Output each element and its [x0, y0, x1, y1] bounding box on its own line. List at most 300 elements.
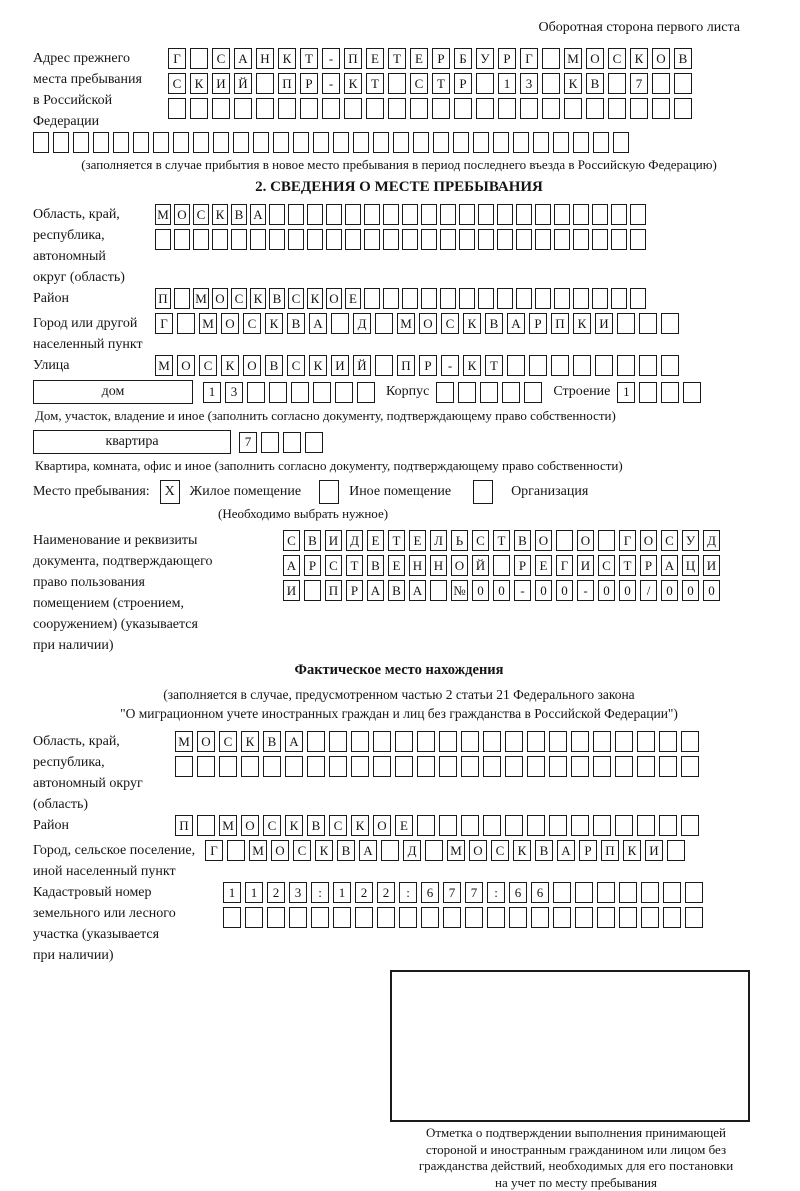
prev-address-row-1: [168, 48, 765, 69]
fact-gorod-label-line: иной населенный пункт: [33, 861, 205, 882]
char-box: [307, 204, 323, 225]
char-box: [351, 756, 369, 777]
char-box: [313, 132, 329, 153]
char-box: С: [410, 73, 428, 94]
char-box: [190, 98, 208, 119]
char-box: [685, 882, 703, 903]
char-box: Т: [346, 555, 363, 576]
char-box: П: [551, 313, 569, 334]
char-box: С: [199, 355, 217, 376]
char-box: В: [265, 355, 283, 376]
char-box: [554, 204, 570, 225]
char-box: Т: [300, 48, 318, 69]
char-box: Р: [432, 48, 450, 69]
char-box: И: [595, 313, 613, 334]
char-box: К: [278, 48, 296, 69]
char-box: [487, 907, 505, 928]
char-box: 0: [682, 580, 699, 601]
char-box: Е: [409, 530, 426, 551]
char-box: [493, 132, 509, 153]
kadastr-label-line: земельного или лесного: [33, 903, 223, 924]
char-box: [399, 907, 417, 928]
oblast-label: [33, 204, 155, 288]
char-box: [417, 731, 435, 752]
char-box: К: [250, 288, 266, 309]
stroenie-cells: [617, 382, 705, 403]
char-box: [453, 132, 469, 153]
char-box: 0: [703, 580, 720, 601]
char-box: С: [288, 288, 304, 309]
char-box: [304, 580, 321, 601]
char-box: [388, 98, 406, 119]
char-box: [383, 204, 399, 225]
char-box: [639, 382, 657, 403]
char-box: [608, 98, 626, 119]
char-box: К: [513, 840, 531, 861]
char-box: О: [326, 288, 342, 309]
char-box: 0: [661, 580, 678, 601]
char-box: [573, 355, 591, 376]
char-box: О: [373, 815, 391, 836]
checkbox-zhiloe: X: [160, 480, 180, 504]
char-box: [617, 355, 635, 376]
char-box: К: [307, 288, 323, 309]
char-box: [681, 815, 699, 836]
char-box: П: [397, 355, 415, 376]
char-box: [300, 98, 318, 119]
char-box: [617, 313, 635, 334]
char-box: К: [623, 840, 641, 861]
fact-note-line: "О миграционном учете иностранных граждан и лиц без гражданства в Российской Федерации"): [33, 704, 765, 723]
option-inoe-label: Иное помещение: [349, 484, 451, 500]
char-box: [197, 815, 215, 836]
document-row-1: [283, 530, 765, 551]
char-box: [269, 229, 285, 250]
char-box: [311, 907, 329, 928]
char-box: Р: [579, 840, 597, 861]
char-box: 3: [289, 882, 307, 903]
char-box: В: [269, 288, 285, 309]
char-box: [553, 882, 571, 903]
char-box: [364, 204, 380, 225]
char-box: [256, 98, 274, 119]
char-box: 1: [223, 882, 241, 903]
char-box: Р: [498, 48, 516, 69]
char-box: Р: [640, 555, 657, 576]
char-box: О: [243, 355, 261, 376]
char-box: В: [514, 530, 531, 551]
char-box: Е: [535, 555, 552, 576]
char-box: [611, 288, 627, 309]
oblast-label-line: округ (область): [33, 267, 155, 288]
char-box: 1: [203, 382, 221, 403]
char-box: М: [199, 313, 217, 334]
char-box: [476, 98, 494, 119]
char-box: Д: [703, 530, 720, 551]
char-box: [549, 731, 567, 752]
char-box: [193, 132, 209, 153]
char-box: П: [175, 815, 193, 836]
char-box: [353, 132, 369, 153]
raion-block: [33, 288, 765, 313]
char-box: О: [241, 815, 259, 836]
char-box: [593, 132, 609, 153]
raion-label: Район: [33, 288, 155, 309]
char-box: [432, 98, 450, 119]
char-box: М: [249, 840, 267, 861]
fact-raion-row: [175, 815, 765, 836]
char-box: [283, 432, 301, 453]
char-box: [575, 907, 593, 928]
char-box: Л: [430, 530, 447, 551]
char-box: [373, 731, 391, 752]
char-box: [253, 132, 269, 153]
char-box: П: [344, 48, 362, 69]
char-box: [549, 815, 567, 836]
char-box: О: [586, 48, 604, 69]
char-box: Г: [168, 48, 186, 69]
char-box: [553, 132, 569, 153]
char-box: [433, 132, 449, 153]
char-box: И: [577, 555, 594, 576]
char-box: И: [331, 355, 349, 376]
char-box: [430, 580, 447, 601]
char-box: С: [263, 815, 281, 836]
char-box: [564, 98, 582, 119]
fact-gorod-block: [33, 840, 765, 882]
document-row-2: [283, 555, 765, 576]
char-box: Й: [234, 73, 252, 94]
char-box: [267, 907, 285, 928]
char-box: [458, 382, 476, 403]
char-box: М: [193, 288, 209, 309]
char-box: [329, 756, 347, 777]
char-box: К: [315, 840, 333, 861]
char-box: [421, 229, 437, 250]
char-box: [395, 731, 413, 752]
char-box: [357, 382, 375, 403]
char-box: [443, 907, 461, 928]
prev-address-label-line: Федерации: [33, 111, 168, 132]
char-box: [608, 73, 626, 94]
char-box: К: [630, 48, 648, 69]
char-box: [307, 229, 323, 250]
char-box: С: [283, 530, 300, 551]
char-box: [571, 731, 589, 752]
char-box: [436, 382, 454, 403]
char-box: 7: [239, 432, 257, 453]
char-box: [573, 204, 589, 225]
char-box: [293, 132, 309, 153]
char-box: О: [197, 731, 215, 752]
char-box: К: [344, 73, 362, 94]
char-box: [630, 98, 648, 119]
char-box: [615, 815, 633, 836]
char-box: [269, 382, 287, 403]
char-box: :: [399, 882, 417, 903]
fact-notes: [33, 685, 765, 723]
char-box: Ц: [682, 555, 699, 576]
char-box: [615, 756, 633, 777]
back-side-title: Оборотная сторона первого листа: [33, 20, 765, 36]
char-box: [573, 229, 589, 250]
char-box: [439, 731, 457, 752]
char-box: В: [337, 840, 355, 861]
char-box: [421, 907, 439, 928]
char-box: В: [674, 48, 692, 69]
char-box: [592, 288, 608, 309]
prev-address-label-line: в Российской: [33, 90, 168, 111]
char-box: С: [231, 288, 247, 309]
char-box: [388, 73, 406, 94]
char-box: С: [491, 840, 509, 861]
char-box: [478, 229, 494, 250]
checkbox-organizatsiya: [473, 480, 493, 504]
char-box: [278, 98, 296, 119]
stamp-area: [390, 970, 762, 1191]
char-box: [417, 815, 435, 836]
char-box: [497, 229, 513, 250]
char-box: Д: [353, 313, 371, 334]
char-box: [461, 731, 479, 752]
char-box: [613, 132, 629, 153]
char-box: [549, 756, 567, 777]
char-box: [212, 229, 228, 250]
char-box: [575, 882, 593, 903]
dom-row: [33, 380, 765, 404]
prev-address-block: [33, 48, 765, 132]
char-box: [681, 756, 699, 777]
char-box: [527, 731, 545, 752]
section-2-title: 2. СВЕДЕНИЯ О МЕСТЕ ПРЕБЫВАНИЯ: [33, 179, 765, 196]
char-box: [483, 731, 501, 752]
char-box: -: [441, 355, 459, 376]
char-box: [667, 840, 685, 861]
char-box: И: [703, 555, 720, 576]
char-box: [542, 48, 560, 69]
korpus-cells: [436, 382, 546, 403]
option-zhiloe-label: Жилое помещение: [190, 484, 301, 500]
char-box: О: [577, 530, 594, 551]
char-box: К: [285, 815, 303, 836]
char-box: [493, 555, 510, 576]
char-box: А: [234, 48, 252, 69]
char-box: 2: [355, 882, 373, 903]
char-box: [483, 815, 501, 836]
document-label: [33, 530, 283, 656]
oblast-block: [33, 204, 765, 288]
char-box: [331, 313, 349, 334]
char-box: Р: [419, 355, 437, 376]
char-box: [333, 132, 349, 153]
char-box: Т: [619, 555, 636, 576]
fact-oblast-block: [33, 731, 765, 815]
char-box: [542, 73, 560, 94]
char-box: К: [221, 355, 239, 376]
char-box: К: [241, 731, 259, 752]
char-box: [573, 288, 589, 309]
char-box: [597, 907, 615, 928]
char-box: У: [682, 530, 699, 551]
char-box: Н: [256, 48, 274, 69]
char-box: О: [271, 840, 289, 861]
char-box: [509, 907, 527, 928]
char-box: [307, 731, 325, 752]
char-box: [630, 288, 646, 309]
char-box: [223, 907, 241, 928]
char-box: [421, 204, 437, 225]
char-box: Е: [366, 48, 384, 69]
char-box: 0: [556, 580, 573, 601]
char-box: [507, 355, 525, 376]
char-box: [592, 204, 608, 225]
mesto-note: (Необходимо выбрать нужное): [218, 506, 765, 522]
char-box: О: [419, 313, 437, 334]
char-box: С: [661, 530, 678, 551]
char-box: А: [557, 840, 575, 861]
char-box: Г: [520, 48, 538, 69]
fact-oblast-row-1: [175, 731, 765, 752]
char-box: 6: [531, 882, 549, 903]
char-box: [177, 313, 195, 334]
char-box: [402, 229, 418, 250]
char-box: [531, 907, 549, 928]
char-box: [245, 907, 263, 928]
char-box: [305, 432, 323, 453]
char-box: [674, 73, 692, 94]
char-box: [417, 756, 435, 777]
char-box: [502, 382, 520, 403]
char-box: [459, 288, 475, 309]
char-box: [553, 907, 571, 928]
stamp-caption-line: стороной и иностранным гражданином или лицом без: [390, 1142, 762, 1159]
char-box: [639, 313, 657, 334]
char-box: К: [190, 73, 208, 94]
char-box: [329, 731, 347, 752]
char-box: [344, 98, 362, 119]
char-box: [659, 731, 677, 752]
char-box: О: [174, 204, 190, 225]
fact-raion-label: Район: [33, 815, 175, 836]
char-box: [291, 382, 309, 403]
kadastr-label-line: участка (указывается: [33, 924, 223, 945]
char-box: [535, 229, 551, 250]
char-box: [307, 756, 325, 777]
char-box: №: [451, 580, 468, 601]
char-box: Д: [403, 840, 421, 861]
char-box: Г: [556, 555, 573, 576]
raion-row: [155, 288, 765, 309]
char-box: [153, 132, 169, 153]
char-box: [661, 382, 679, 403]
char-box: [498, 98, 516, 119]
char-box: [593, 756, 611, 777]
char-box: [231, 229, 247, 250]
ulitsa-block: [33, 355, 765, 380]
char-box: 7: [443, 882, 461, 903]
char-box: [551, 355, 569, 376]
fact-oblast-label-line: (область): [33, 794, 175, 815]
char-box: Й: [472, 555, 489, 576]
char-box: [402, 204, 418, 225]
char-box: 0: [472, 580, 489, 601]
stamp-caption-line: на учет по месту пребывания: [390, 1175, 762, 1191]
korpus-label: Корпус: [379, 384, 436, 400]
char-box: [247, 382, 265, 403]
prev-address-label: [33, 48, 168, 132]
char-box: 3: [225, 382, 243, 403]
char-box: [571, 756, 589, 777]
mesto-label: Место пребывания:: [33, 484, 150, 500]
char-box: [516, 204, 532, 225]
document-block: [33, 530, 765, 656]
char-box: [573, 132, 589, 153]
char-box: С: [212, 48, 230, 69]
char-box: И: [212, 73, 230, 94]
oblast-label-line: Область, край,: [33, 204, 155, 225]
char-box: [375, 313, 393, 334]
ulitsa-label: Улица: [33, 355, 155, 376]
char-box: [639, 355, 657, 376]
char-box: Е: [410, 48, 428, 69]
char-box: [366, 98, 384, 119]
char-box: [355, 907, 373, 928]
kadastr-label: [33, 882, 223, 966]
fact-note-line: (заполняется в случае, предусмотренном частью 2 статьи 21 Федерального закона: [33, 685, 765, 704]
char-box: -: [514, 580, 531, 601]
stamp-caption-line: Отметка о подтверждении выполнения принимающей: [390, 1125, 762, 1142]
char-box: [345, 229, 361, 250]
fact-oblast-label-line: республика,: [33, 752, 175, 773]
dom-caption: Дом, участок, владение и иное (заполнить согласно документу, подтверждающему право собственности): [35, 408, 765, 424]
gorod-label-line: Город или другой: [33, 313, 155, 334]
char-box: О: [221, 313, 239, 334]
char-box: Ь: [451, 530, 468, 551]
char-box: В: [535, 840, 553, 861]
char-box: О: [177, 355, 195, 376]
char-box: [535, 204, 551, 225]
char-box: С: [193, 204, 209, 225]
char-box: [269, 204, 285, 225]
char-box: [53, 132, 69, 153]
char-box: [113, 132, 129, 153]
char-box: К: [351, 815, 369, 836]
char-box: У: [476, 48, 494, 69]
char-box: 6: [421, 882, 439, 903]
char-box: М: [564, 48, 582, 69]
char-box: [641, 907, 659, 928]
char-box: [592, 229, 608, 250]
fact-gorod-label-line: Город, сельское поселение,: [33, 840, 205, 861]
oblast-row-2: [155, 229, 765, 250]
char-box: Т: [388, 530, 405, 551]
char-box: [637, 756, 655, 777]
char-box: [483, 756, 501, 777]
char-box: С: [598, 555, 615, 576]
char-box: 0: [535, 580, 552, 601]
char-box: 2: [377, 882, 395, 903]
char-box: А: [283, 555, 300, 576]
char-box: [497, 204, 513, 225]
char-box: Т: [493, 530, 510, 551]
fact-oblast-label-line: автономный округ: [33, 773, 175, 794]
kadastr-label-line: Кадастровый номер: [33, 882, 223, 903]
kvartira-row: [33, 430, 765, 454]
char-box: [663, 907, 681, 928]
char-box: И: [645, 840, 663, 861]
char-box: А: [250, 204, 266, 225]
char-box: Г: [155, 313, 173, 334]
